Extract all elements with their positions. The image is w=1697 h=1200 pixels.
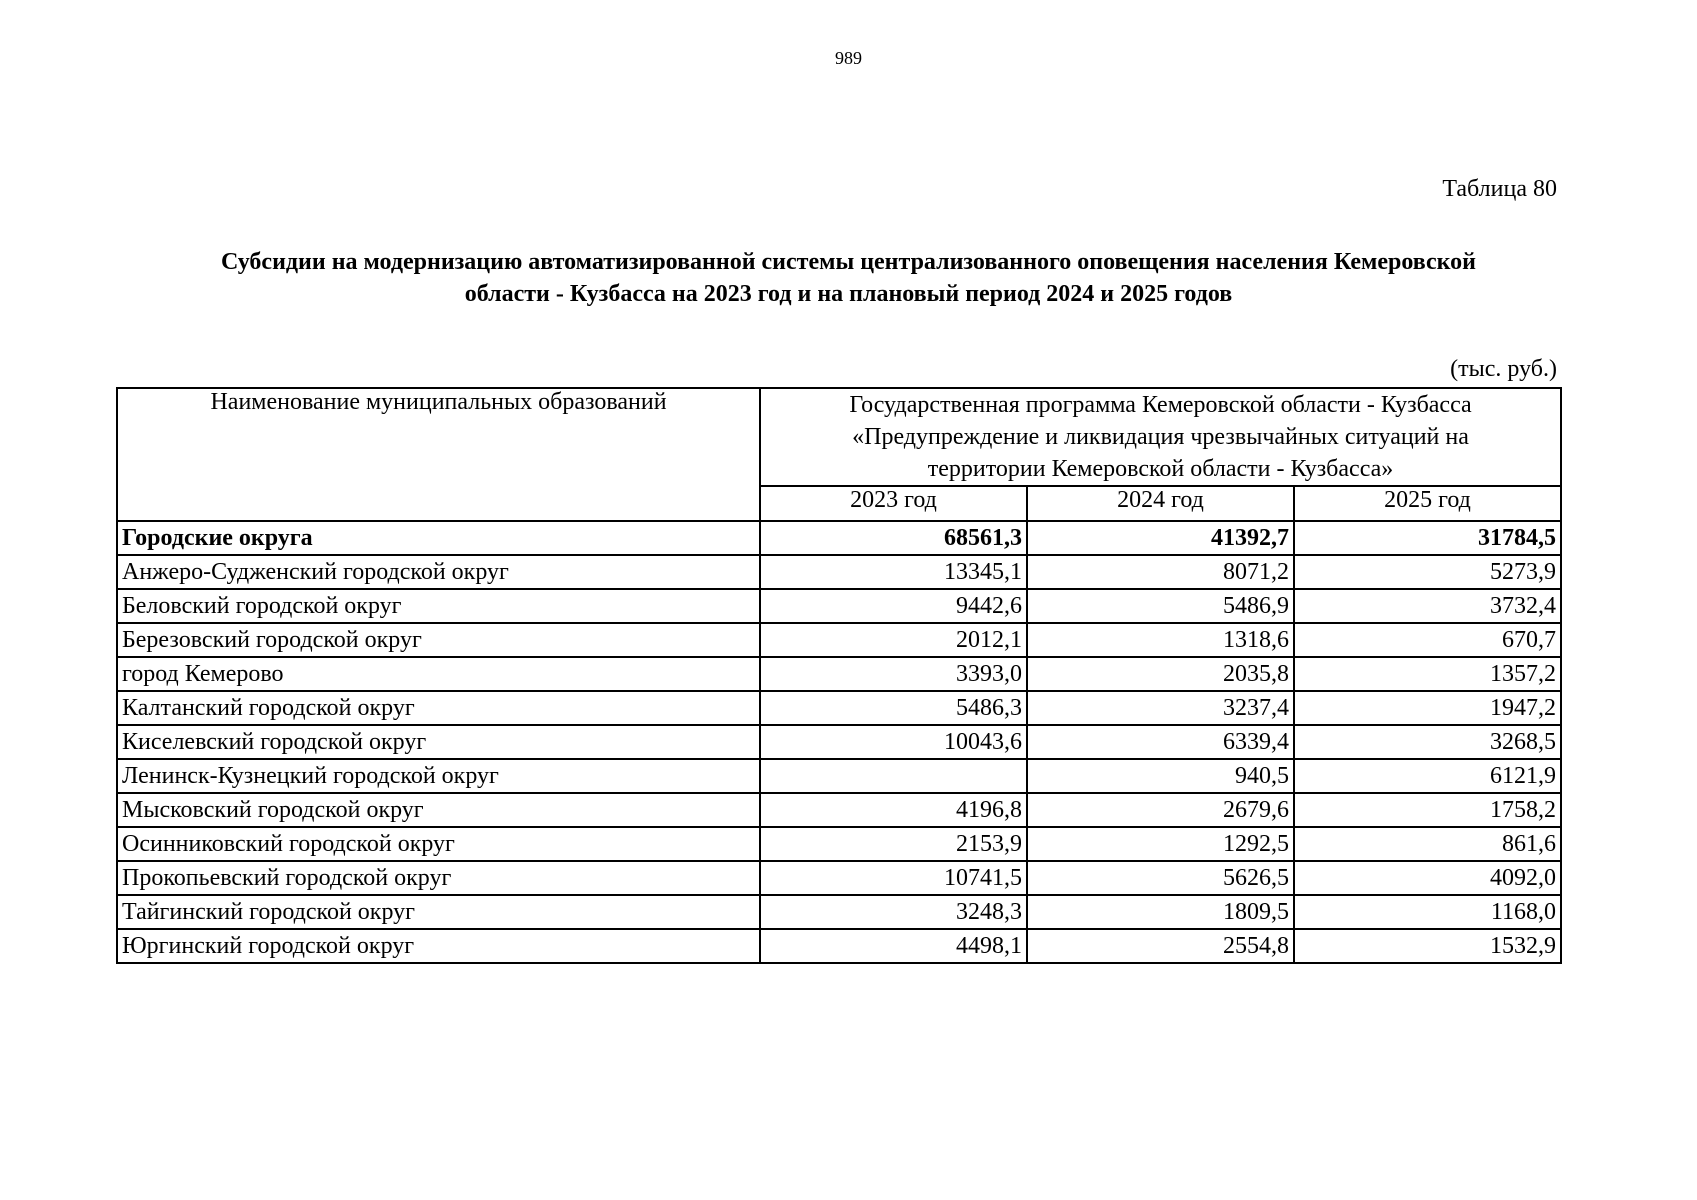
value-2025: 4092,0 [1294,861,1561,895]
header-year-2025: 2025 год [1294,486,1561,521]
table-row [117,929,1561,963]
page-number: 989 [835,48,862,68]
row-name: Киселевский городской округ [117,725,760,759]
table-label: Таблица 80 [1442,176,1557,202]
value-2025: 670,7 [1294,623,1561,657]
table-row [117,555,1561,589]
table-row [117,589,1561,623]
table-row [117,827,1561,861]
value-2023: 2012,1 [760,623,1027,657]
row-name: Березовский городской округ [117,623,760,657]
value-2024: 3237,4 [1027,691,1294,725]
row-name: Прокопьевский городской округ [117,861,760,895]
program-line-2: «Предупреждение и ликвидация чрезвычайных ситуаций на [852,424,1469,450]
value-2023: 13345,1 [760,555,1027,589]
program-line-3: территории Кемеровской области - Кузбасса» [927,456,1394,482]
row-name: Тайгинский городской округ [117,895,760,929]
value-2023: 5486,3 [760,691,1027,725]
value-2023: 3393,0 [760,657,1027,691]
value-2023: 9442,6 [760,589,1027,623]
value-2025: 6121,9 [1294,759,1561,793]
value-2024: 1318,6 [1027,623,1294,657]
row-name: Юргинский городской округ [117,929,760,963]
value-2023: 4196,8 [760,793,1027,827]
value-2024: 2035,8 [1027,657,1294,691]
value-2024: 940,5 [1027,759,1294,793]
header-program [760,388,1561,486]
value-2025: 31784,5 [1294,521,1561,555]
header-row [117,388,1561,486]
value-2024: 1809,5 [1027,895,1294,929]
header-year-2023: 2023 год [760,486,1027,521]
row-name: Ленинск-Кузнецкий городской округ [117,759,760,793]
row-name: Городские округа [117,521,760,555]
table-row-total [117,521,1561,555]
value-2024: 5486,9 [1027,589,1294,623]
value-2025: 5273,9 [1294,555,1561,589]
table-row [117,861,1561,895]
value-2025: 1168,0 [1294,895,1561,929]
row-name: Калтанский городской округ [117,691,760,725]
value-2025: 3732,4 [1294,589,1561,623]
value-2024: 41392,7 [1027,521,1294,555]
table-row [117,759,1561,793]
value-2024: 2679,6 [1027,793,1294,827]
value-2023: 4498,1 [760,929,1027,963]
value-2024: 6339,4 [1027,725,1294,759]
subsidy-table [116,387,1562,964]
row-name: город Кемерово [117,657,760,691]
program-line-1: Государственная программа Кемеровской области - Кузбасса [849,392,1472,418]
row-name: Мысковский городской округ [117,793,760,827]
value-2023: 10741,5 [760,861,1027,895]
value-2023: 3248,3 [760,895,1027,929]
header-year-2024: 2024 год [1027,486,1294,521]
table-row [117,657,1561,691]
units-label: (тыс. руб.) [1450,356,1557,382]
value-2023: 68561,3 [760,521,1027,555]
value-2024: 1292,5 [1027,827,1294,861]
value-2024: 5626,5 [1027,861,1294,895]
row-name: Беловский городской округ [117,589,760,623]
table-row [117,793,1561,827]
value-2024: 8071,2 [1027,555,1294,589]
value-2023: 10043,6 [760,725,1027,759]
value-2023: 2153,9 [760,827,1027,861]
document-title [128,246,1569,310]
value-2025: 3268,5 [1294,725,1561,759]
value-2025: 1758,2 [1294,793,1561,827]
value-2025: 861,6 [1294,827,1561,861]
table-row [117,623,1561,657]
row-name: Осинниковский городской округ [117,827,760,861]
value-2025: 1357,2 [1294,657,1561,691]
table-row [117,895,1561,929]
value-2025: 1532,9 [1294,929,1561,963]
value-2023 [760,759,1027,793]
table-row [117,725,1561,759]
title-line-2: области - Кузбасса на 2023 год и на плановый период 2024 и 2025 годов [464,281,1233,307]
header-municipality: Наименование муниципальных образований [117,388,760,521]
title-line-1: Субсидии на модернизацию автоматизированной системы централизованного оповещения населения Кемеровской [221,249,1476,275]
value-2024: 2554,8 [1027,929,1294,963]
value-2025: 1947,2 [1294,691,1561,725]
table-row [117,691,1561,725]
row-name: Анжеро-Судженский городской округ [117,555,760,589]
